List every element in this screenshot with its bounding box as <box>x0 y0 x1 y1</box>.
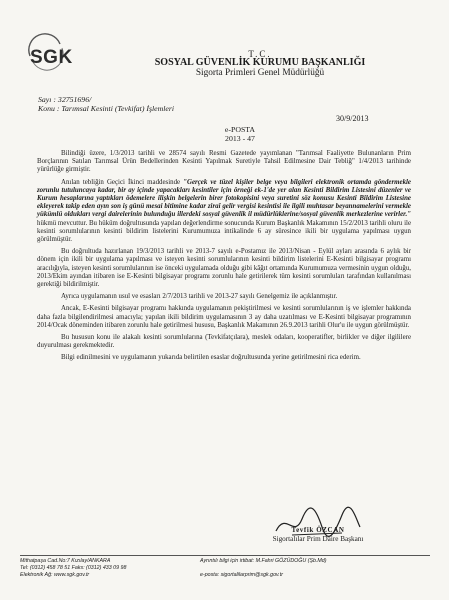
paragraph-2-rest: hükmü mevcuttur. Bu hüküm doğrultusunda yapılan değerlendirme sonucunda Kurum Başkanlık Makamının 15/2/2013 tarihli oluru ile kesinti sorumlularının kesinti bildirim listelerini Kurumumuza intikalinde 6 ay süresince ikili bir uygulama yapılması uygun görülmüştür. <box>37 219 411 244</box>
signatory-title: Sigortalılar Prim Daire Başkanı <box>272 534 364 543</box>
paragraph-2 <box>37 179 411 245</box>
paragraph-4: Ayrıca uygulamanın usul ve esasları 2/7/2013 tarihli ve 2013-27 sayılı Genelgemiz ile açıklanmıştır. <box>61 293 338 301</box>
footer-address: Mithatpaşa Cad.No:7 Kızılay/ANKARA <box>20 558 111 564</box>
footer-web: Elektronik Ağ: www.sgk.gov.tr <box>20 572 90 578</box>
footer-phone: Tel: (0312) 458 78 51 Faks: (0312) 433 09 98 <box>20 565 127 571</box>
letter-date: 30/9/2013 <box>336 114 369 123</box>
reference-number: Sayı : 32751696/ <box>38 95 92 104</box>
header-institution: SOSYAL GÜVENLİK KURUMU BAŞKANLIĞI <box>154 57 366 68</box>
subject-line: Konu : Tarımsal Kesinti (Tevkifat) İşlemleri <box>38 104 175 113</box>
paragraph-1: Bilindiği üzere, 1/3/2013 tarihli ve 28574 sayılı Resmi Gazetede yayımlanan "Tarımsal Faaliyette Bulunanların Prim Borçlarının Satılan Tarımsal Ürün Bedellerinden Kesinti Yapılmak Suretiyle Tahsil Edilmesine Dair Tebliğ" 1/4/2013 tarihinde yürürlüğe girmiştir. <box>37 150 411 174</box>
letter-body <box>37 150 411 367</box>
paragraph-7: Bilgi edinilmesini ve uygulamanın yukarıda belirtilen esaslar doğrultusunda yerine getirilmesini rica ederim. <box>61 354 361 362</box>
paragraph-2-intro: Anılan tebliğin Geçici İkinci maddesinde <box>61 178 184 186</box>
signature-block <box>248 526 388 543</box>
logo-text: SGK <box>30 47 73 68</box>
header-directorate: Sigorta Primleri Genel Müdürlüğü <box>195 68 325 78</box>
signatory-name: Tevfik ÖZCAN <box>291 526 345 534</box>
paragraph-5: Ancak, E-Kesinti bilgisayar programı hakkında uygulamanın pekiştirilmesi ve kesinti sorumlularının iş ve işlemler hakkında daha fazla bilgilendirilmesi amacıyla; yapılan ikili bildirim uygulamasının 3 ay daha uzatılması ve E-Kesinti bilgisayar programının 2014/Ocak döneminden itibaren zorunlu hale getirilmesi hususu, Başkanlık Makamının 26.9.2013 tarihli Olur'u ile uygun görülmüştür. <box>37 305 411 329</box>
paragraph-2-quote: "Gerçek ve tüzel kişiler belge veya bilgileri elektronik ortamda göndermekle zorunlu tutuluncaya kadar, bir ay içinde yapacakları kesintiler için örneği ek-1'de yer alan Kesinti Bildirim Listesini düzenler ve Kurum hesaplarına yaptıkları ödemelere ilişkin belgelerin birer fotokopisini veya suretini söz konusu Kesinti Bildirim Listesine ekleyerek takip eden ayın son iş günü mesai bitimine kadar ziraî gelir vergisi kesintisi ile ilgili muhtasar beyannamelerini vermekle yükümlü oldukları vergi dairelerinin bulunduğu illerdeki sosyal güvenlik il müdürlüklerine/sosyal güvenlik merkezlerine verirler." <box>37 178 411 219</box>
footer-contact-person: Ayrıntılı bilgi için irtibat: M.Fahri GÖZÜDOĞU (Şb.Md) <box>200 558 327 564</box>
eposta-number: 2013 - 47 <box>225 134 255 143</box>
eposta-label: e-POSTA <box>224 125 256 134</box>
paragraph-3: Bu doğrultuda hazırlanan 19/3/2013 tarihli ve 2013-7 sayılı e-Postamız ile 2013/Nisan - Eylül ayları arasında 6 aylık bir dönem için ikili bir uygulama yapılması ve isteyen kesinti sorumlularının kesinti bildirim listelerini E-Kesinti bilgisayar programı aracılığıyla, isteyen kesinti sorumlularının ise önceki uygulamada olduğu gibi kâğıt ortamında Kurumumuza vermesinin uygun olduğu, 2013/Ekim ayından itibaren ise E-Kesinti bilgisayar programı zorunlu hale getirilerek tüm kesinti sorumluları tarafından kullanılması gerektiği bildirilmiştir. <box>37 248 411 289</box>
header-tc: T.C. <box>248 49 272 59</box>
eposta-block <box>210 125 270 143</box>
letter-footer <box>20 558 430 579</box>
paragraph-6: Bu hususun konu ile alakalı kesinti sorumlularına (Tevkifatçılara), meslek odaları, kooperatifler, birlikler ve diğer ilgililere duyurulması gerekmektedir. <box>37 334 411 350</box>
footer-email: e-posta: sigortalilarprim@sgk.gov.tr <box>200 572 283 578</box>
footer-divider <box>20 555 430 556</box>
